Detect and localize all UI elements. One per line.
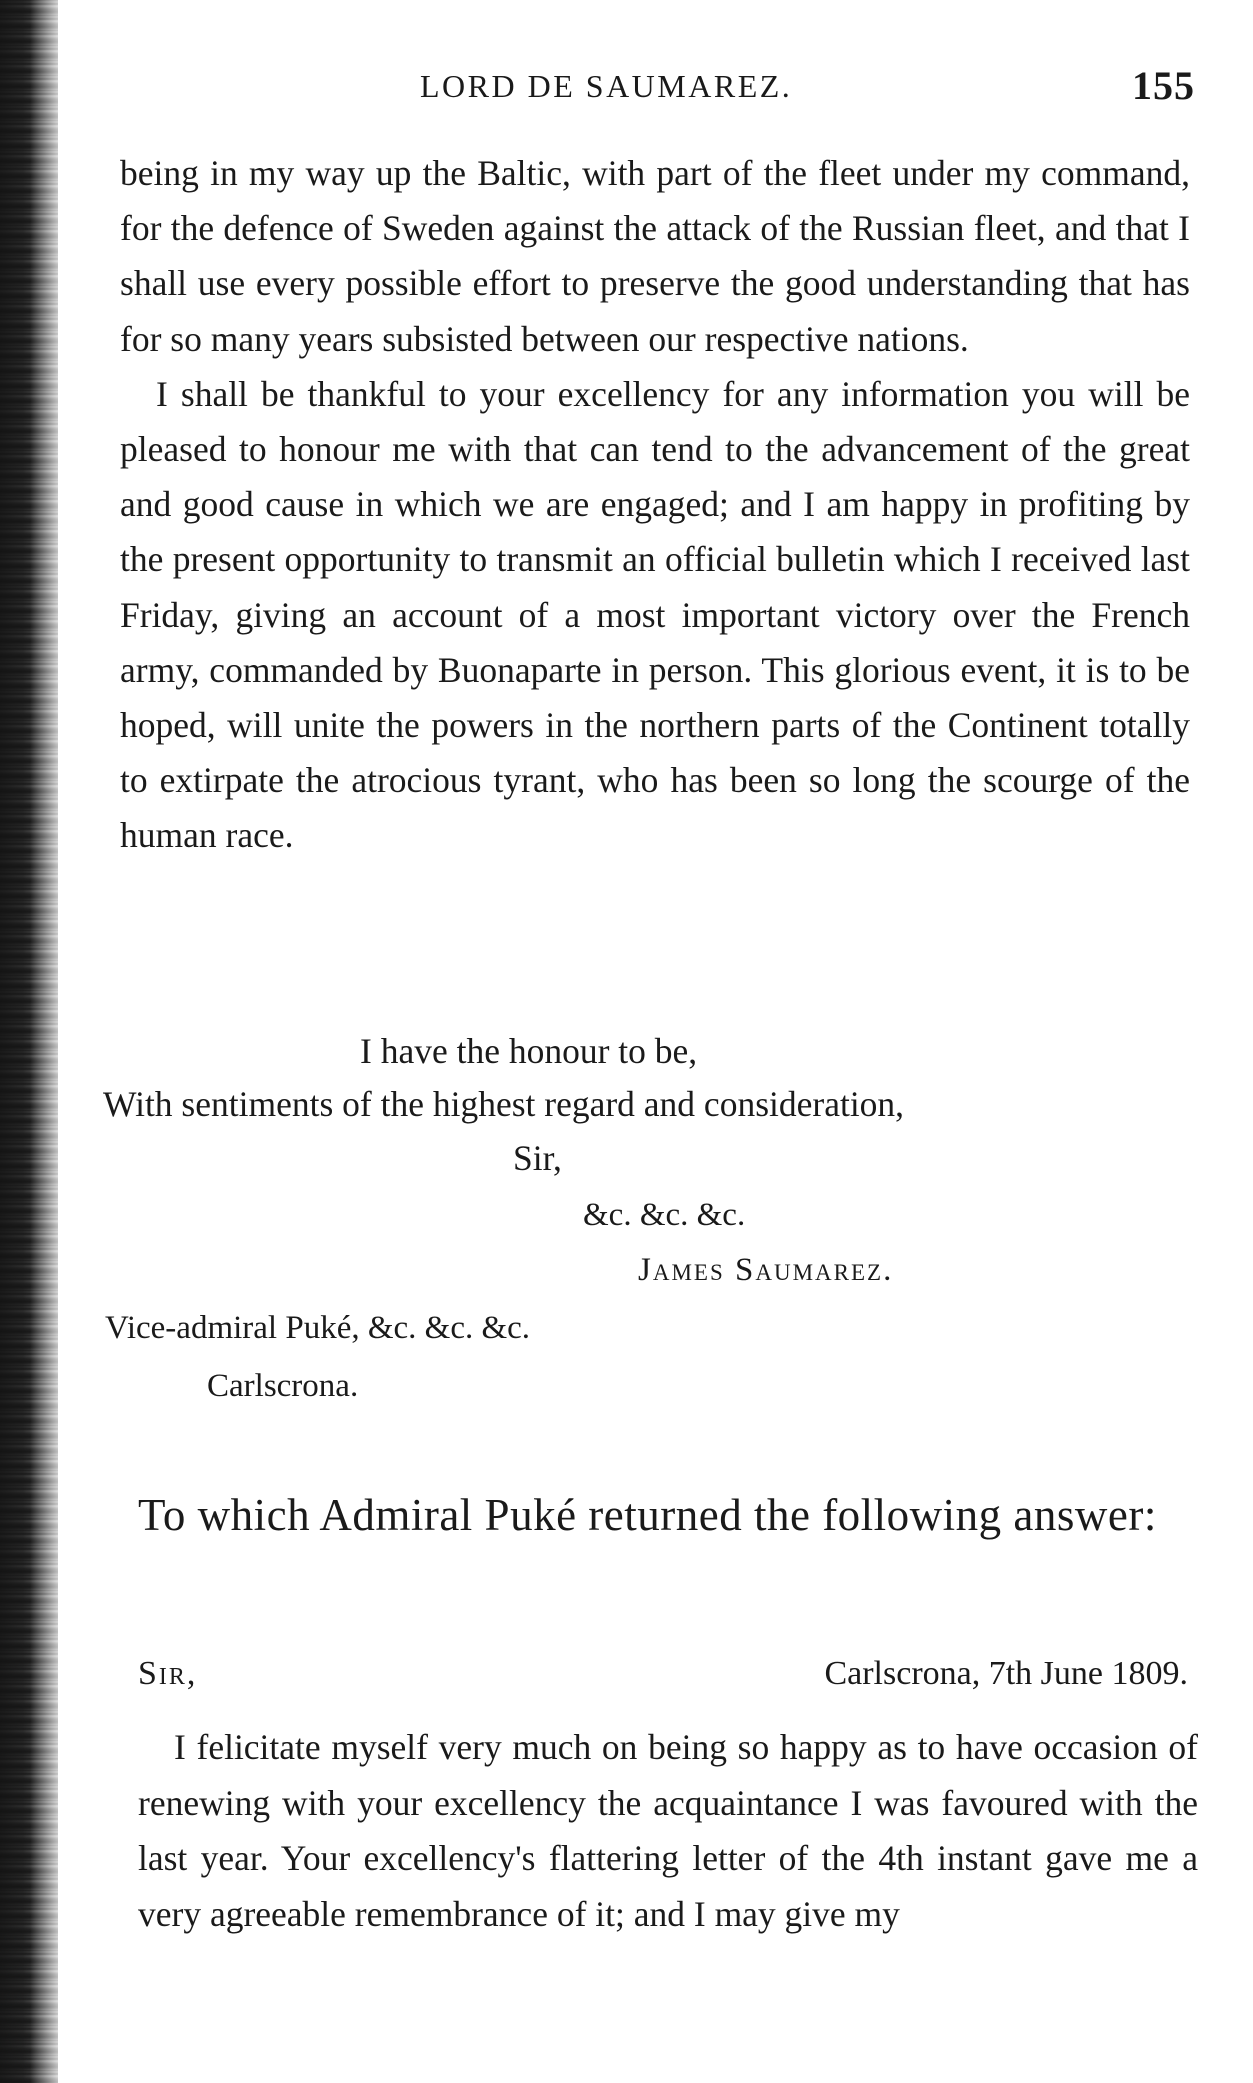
paragraph: I felicitate myself very much on being so happy as to have occasion of renewing with your excellency the acquaintance I was favoured with the last year. Your excellency's flattering letter of the 4th instant gave me a very agreeable remembrance of it; and I may give my [138,1727,1198,1934]
letter-body-2 [138,1720,1198,1942]
section-heading: To which Admiral Puké returned the following answer: [138,1490,1157,1540]
page-header [120,62,1195,112]
addressee: Vice-admiral Puké, &c. &c. &c. [105,1310,531,1346]
paragraph: being in my way up the Baltic, with part of the fleet under my command, for the defence of Sweden against the attack of the Russian fleet, and that I shall use every possible effort to preserve the good understanding that has for so many years subsisted between our respective nations. [120,153,1190,359]
signature: James Saumarez. [638,1252,894,1288]
addressee-place: Carlscrona. [207,1368,359,1404]
paragraph: I shall be thankful to your excellency for any information you will be pleased to honour me with that can tend to the advancement of the great and good cause in which we are engaged; and I am happy in profiting by the present opportunity to transmit an official bulletin which I received last Friday, giving an account of a most important victory over the French army, commanded by Buonaparte in person. This glorious event, it is to be hoped, will unite the powers in the northern parts of the Continent totally to extirpate the atrocious tyrant, who has been so long the scourge of the human race. [120,373,1190,856]
place-date: Carlscrona, 7th June 1809. [824,1655,1188,1692]
running-title: LORD DE SAUMAREZ. [420,68,793,104]
closing-line: With sentiments of the highest regard and consideration, [103,1084,905,1124]
closing-etc: &c. &c. &c. [583,1197,746,1233]
closing-salutation: Sir, [513,1138,562,1178]
page-number: 155 [1132,63,1195,108]
closing-line: I have the honour to be, [360,1031,698,1071]
salutation: Sir, [138,1655,198,1692]
scan-binding-fade [30,0,70,2083]
letter-body [120,146,1190,864]
